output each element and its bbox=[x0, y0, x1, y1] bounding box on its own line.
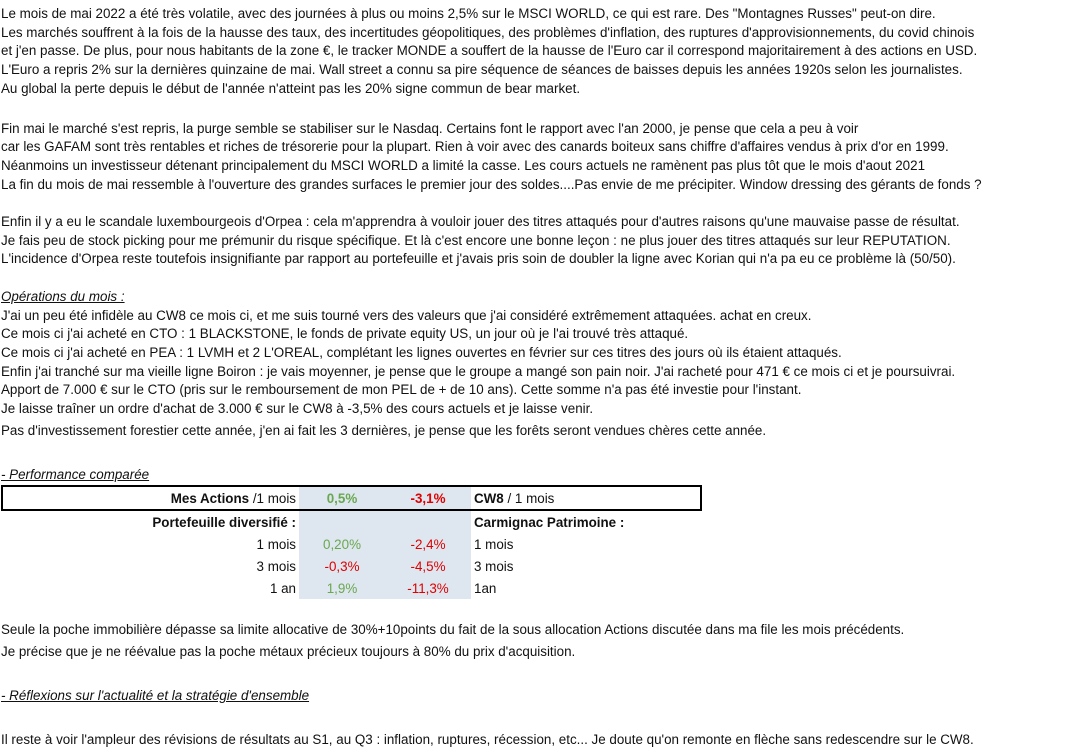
period-cell: 1 mois bbox=[474, 536, 514, 552]
period-cell: 3 mois bbox=[256, 558, 296, 574]
carmignac-value: -2,4% bbox=[385, 533, 471, 555]
table-cell bbox=[299, 510, 385, 533]
text-line: Il reste à voir l'ampleur des révisions de résultats au S1, au Q3 : inflation, ruptures, récession, etc... Je doute qu'on remonte en flèche sans redescendre sur le CW8. bbox=[1, 732, 974, 747]
my-actions-label: Mes Actions bbox=[170, 490, 250, 506]
text-line: Au global la perte depuis le début de l'année n'atteint pas les 20% signe commun de bear market. bbox=[1, 81, 581, 96]
text-line: La fin du mois de mai ressemble à l'ouverture des grandes surfaces le premier jour des soldes....Pas envie de me précipiter. Window dressing des gérants de fonds ? bbox=[1, 177, 982, 192]
text-line: Je laisse traîner un ordre d'achat de 3.000 € sur le CW8 à -3,5% des cours actuels et je laisse venir. bbox=[1, 401, 594, 416]
table-row bbox=[2, 510, 701, 533]
text-line: Je précise que je ne réévalue pas la poche métaux précieux toujours à 80% du prix d'acquisition. bbox=[1, 644, 576, 659]
text-line: J'ai un peu été infidèle au CW8 ce mois ci, et me suis tourné vers des valeurs que j'ai considéré extrêmement attaquées. achat en creux. bbox=[1, 308, 812, 323]
text-line: et j'en passe. De plus, pour nous habitants de la zone €, le tracker MONDE a souffert de la hausse de l'Euro car il correspond majoritairement à des actions en USD. bbox=[1, 43, 978, 58]
table-row bbox=[2, 577, 701, 599]
text-line: Néanmoins un investisseur détenant principalement du MSCI WORLD a limité la casse. Les cours actuels ne ramènent pas plus tôt que le mois d'aout 2021 bbox=[1, 158, 926, 173]
period-label: /1 mois bbox=[249, 490, 296, 506]
text-line: Seule la poche immobilière dépasse sa limite allocative de 30%+10points du fait de la sous allocation Actions discutée dans ma file les mois précédents. bbox=[1, 622, 905, 637]
table-row bbox=[2, 486, 701, 510]
text-line: Ce mois ci j'ai acheté en PEA : 1 LVMH et 2 L'OREAL, complétant les lignes ouvertes en février sur ces titres des jours où ils étaient attaqués. bbox=[1, 345, 842, 360]
text-line: L'Euro a repris 2% sur la dernières quinzaine de mai. Wall street a connu sa pire séquence de séances de baisses depuis les années 1920s selon les journalistes. bbox=[1, 62, 963, 77]
text-line: Fin mai le marché s'est repris, la purge semble se stabiliser sur le Nasdaq. Certains font le rapport avec l'an 2000, je pense que cela a peu à voir bbox=[1, 121, 859, 136]
table-cell bbox=[471, 486, 701, 510]
performance-heading: - Performance comparée bbox=[1, 467, 150, 482]
period-label: / 1 mois bbox=[503, 490, 555, 506]
period-cell: 1 mois bbox=[256, 536, 296, 552]
period-cell: 1 an bbox=[269, 580, 296, 596]
operations-heading: Opérations du mois : bbox=[1, 289, 125, 304]
text-line: L'incidence d'Orpea reste toutefois insignifiante par rapport au portefeuille et j'avais pris soin de doubler la ligne avec Korian qui n'a pa eu ce problème là (50/50). bbox=[1, 251, 956, 266]
text-line: Les marchés souffrent à la fois de la hausse des taux, des incertitudes géopolitiques, des problèmes d'inflation, des ruptures d'approvisionnements, du covid chinois bbox=[1, 25, 975, 40]
cw8-label: CW8 bbox=[474, 490, 504, 506]
cw8-value: -3,1% bbox=[385, 486, 471, 510]
table-row bbox=[2, 533, 701, 555]
period-cell: 1an bbox=[474, 580, 497, 596]
reflexions-heading: - Réflexions sur l'actualité et la stratégie d'ensemble bbox=[1, 688, 310, 703]
text-line: Je fais peu de stock picking pour me prémunir du risque spécifique. Et là c'est encore une bonne leçon : ne plus jouer des titres attaqués sur leur REPUTATION. bbox=[1, 233, 951, 248]
my-actions-value: 0,5% bbox=[299, 486, 385, 510]
carmignac-value: -11,3% bbox=[385, 577, 471, 599]
table-cell bbox=[385, 510, 471, 533]
carmignac-label: Carmignac Patrimoine : bbox=[474, 514, 625, 530]
text-line: Ce mois ci j'ai acheté en CTO : 1 BLACKSTONE, le fonds de private equity US, un jour où je l'ai trouvé très attaqué. bbox=[1, 326, 689, 341]
portfolio-value: 0,20% bbox=[299, 533, 385, 555]
period-cell: 3 mois bbox=[474, 558, 514, 574]
portfolio-value: -0,3% bbox=[299, 555, 385, 577]
table-row bbox=[2, 555, 701, 577]
text-line: Apport de 7.000 € sur le CTO (pris sur le remboursement de mon PEL de + de 10 ans). Cette somme n'a pas été investie pour l'instant. bbox=[1, 382, 802, 397]
performance-table bbox=[1, 485, 702, 599]
text-line: Enfin j'ai tranché sur ma vieille ligne Boiron : je vais moyenner, je pense que le groupe a mangé son pain noir. J'ai racheté pour 471 € ce mois ci et je poursuivrai. bbox=[1, 364, 956, 379]
portfolio-label: Portefeuille diversifié : bbox=[152, 514, 296, 530]
carmignac-value: -4,5% bbox=[385, 555, 471, 577]
portfolio-value: 1,9% bbox=[299, 577, 385, 599]
text-line: Le mois de mai 2022 a été très volatile, avec des journées à plus ou moins 2,5% sur le MSCI WORLD, ce qui est rare. Des "Montagnes Russes" peut-on dire. bbox=[1, 6, 936, 21]
text-line: Enfin il y a eu le scandale luxembourgeois d'Orpea : cela m'apprendra à vouloir jouer des titres attaqués pour d'autres raisons qu'une mauvaise passe de résultat. bbox=[1, 214, 960, 229]
table-cell bbox=[2, 486, 299, 510]
text-line: Pas d'investissement forestier cette année, j'en ai fait les 3 dernières, je pense que les forêts seront vendues chères cette année. bbox=[1, 423, 767, 438]
text-line: car les GAFAM sont très rentables et riches de trésorerie pour la plupart. Rien à voir avec des canards boiteux sans chiffre d'affaires vendus à prix d'or en 1999. bbox=[1, 139, 949, 154]
